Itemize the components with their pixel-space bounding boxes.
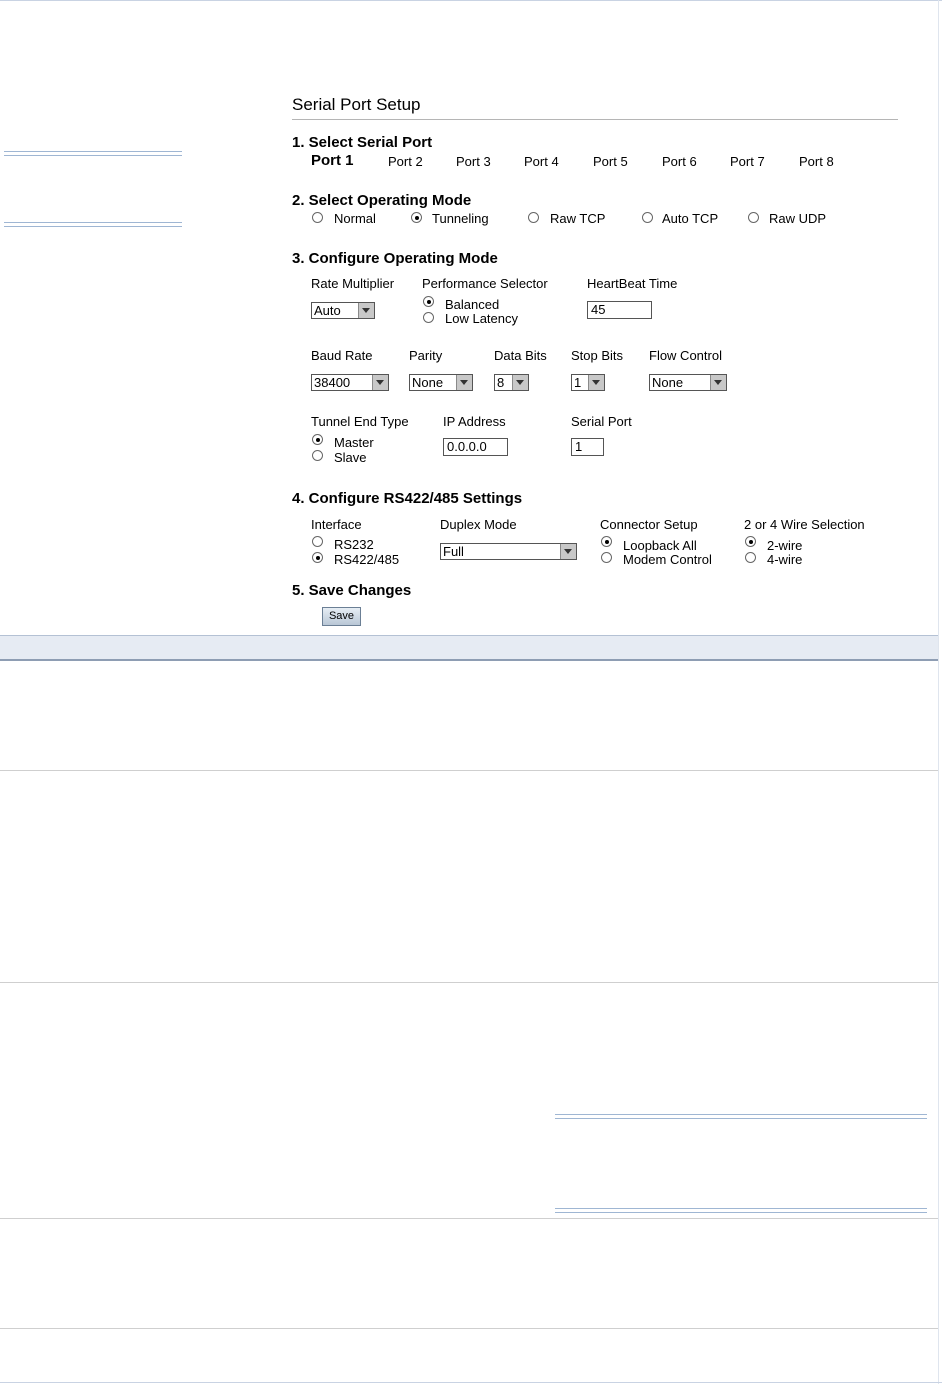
panel-title: Serial Port Setup — [292, 95, 421, 114]
mode-autotcp-label: Auto TCP — [662, 211, 719, 226]
chevron-down-icon — [512, 375, 528, 390]
left-divider — [4, 151, 182, 156]
mode-autotcp-radio[interactable] — [642, 212, 653, 223]
table-row-divider — [0, 1218, 938, 1219]
interface-rs422-radio[interactable] — [312, 552, 323, 563]
duplex-mode-label: Duplex Mode — [440, 517, 517, 532]
chevron-down-icon — [456, 375, 472, 390]
heartbeat-input[interactable]: 45 — [587, 301, 652, 319]
data-bits-label: Data Bits — [494, 348, 547, 363]
chevron-down-icon — [560, 544, 576, 559]
table-header-band — [0, 635, 938, 661]
interface-rs232-label: RS232 — [334, 537, 374, 552]
tunnel-slave-radio[interactable] — [312, 450, 323, 461]
chevron-down-icon — [710, 375, 726, 390]
mode-normal-radio[interactable] — [312, 212, 323, 223]
serial-port-label: Serial Port — [571, 414, 632, 429]
parity-label: Parity — [409, 348, 443, 363]
section-save-changes: 5. Save Changes — [292, 582, 412, 599]
port-tab-8[interactable]: Port 8 — [799, 154, 834, 169]
mode-tunneling-radio[interactable] — [411, 212, 422, 223]
interface-rs232-radio[interactable] — [312, 536, 323, 547]
duplex-mode-value: Full — [443, 544, 464, 559]
serial-port-input[interactable]: 1 — [571, 438, 604, 456]
table-row-divider — [0, 770, 938, 771]
rate-multiplier-label: Rate Multiplier — [311, 276, 395, 291]
mode-rawtcp-radio[interactable] — [528, 212, 539, 223]
performance-lowlatency-label: Low Latency — [445, 311, 518, 326]
chevron-down-icon — [358, 303, 374, 318]
top-border — [0, 0, 942, 1]
cell-divider — [555, 1114, 927, 1119]
section-operating-mode: 2. Select Operating Mode — [292, 192, 472, 209]
flow-control-select[interactable] — [649, 374, 727, 391]
right-border — [938, 0, 939, 1384]
data-bits-select[interactable] — [494, 374, 529, 391]
table-row-divider — [0, 982, 938, 983]
interface-label: Interface — [311, 517, 362, 532]
ip-address-label: IP Address — [443, 414, 506, 429]
bottom-border — [0, 1382, 942, 1383]
table-row-divider — [0, 1328, 938, 1329]
port-tab-2[interactable]: Port 2 — [388, 154, 423, 169]
port-tab-7[interactable]: Port 7 — [730, 154, 765, 169]
rate-multiplier-select[interactable] — [311, 302, 375, 319]
section-configure-mode: 3. Configure Operating Mode — [292, 250, 498, 267]
stop-bits-label: Stop Bits — [571, 348, 624, 363]
tunnel-slave-label: Slave — [334, 450, 367, 465]
port-tab-6[interactable]: Port 6 — [662, 154, 697, 169]
performance-lowlatency-radio[interactable] — [423, 312, 434, 323]
wire-2-radio[interactable] — [745, 536, 756, 547]
cell-divider — [555, 1208, 927, 1213]
ip-address-input[interactable]: 0.0.0.0 — [443, 438, 508, 456]
wire-2-label: 2-wire — [767, 538, 803, 553]
rate-multiplier-value: Auto — [314, 303, 341, 318]
title-underline — [292, 119, 898, 120]
flow-control-value: None — [652, 375, 684, 390]
performance-selector-label: Performance Selector — [422, 276, 548, 291]
port-tab-4[interactable]: Port 4 — [524, 154, 559, 169]
port-tab-3[interactable]: Port 3 — [456, 154, 491, 169]
parity-select[interactable] — [409, 374, 473, 391]
left-divider — [4, 222, 182, 227]
mode-rawtcp-label: Raw TCP — [550, 211, 606, 226]
stop-bits-select[interactable] — [571, 374, 605, 391]
section-rs485-settings: 4. Configure RS422/485 Settings — [292, 490, 523, 507]
connector-modem-radio[interactable] — [601, 552, 612, 563]
performance-balanced-label: Balanced — [445, 297, 500, 312]
tunnel-end-type-label: Tunnel End Type — [311, 414, 409, 429]
flow-control-label: Flow Control — [649, 348, 722, 363]
connector-loopback-radio[interactable] — [601, 536, 612, 547]
performance-balanced-radio[interactable] — [423, 296, 434, 307]
heartbeat-label: HeartBeat Time — [587, 276, 678, 291]
port-tab-1[interactable]: Port 1 — [311, 152, 354, 169]
baud-rate-select[interactable] — [311, 374, 389, 391]
data-bits-value: 8 — [497, 375, 505, 390]
chevron-down-icon — [588, 375, 604, 390]
mode-normal-label: Normal — [334, 211, 376, 226]
connector-setup-label: Connector Setup — [600, 517, 698, 532]
baud-rate-value: 38400 — [314, 375, 351, 390]
chevron-down-icon — [372, 375, 388, 390]
baud-rate-label: Baud Rate — [311, 348, 373, 363]
wire-selection-label: 2 or 4 Wire Selection — [744, 517, 865, 532]
stop-bits-value: 1 — [574, 375, 582, 390]
interface-rs422-label: RS422/485 — [334, 552, 400, 567]
wire-4-radio[interactable] — [745, 552, 756, 563]
connector-loopback-label: Loopback All — [623, 538, 697, 553]
wire-4-label: 4-wire — [767, 552, 803, 567]
save-button[interactable]: Save — [322, 607, 361, 626]
section-select-port: 1. Select Serial Port — [292, 134, 433, 151]
mode-rawudp-label: Raw UDP — [769, 211, 827, 226]
tunnel-master-radio[interactable] — [312, 434, 323, 445]
port-tab-5[interactable]: Port 5 — [593, 154, 628, 169]
mode-tunneling-label: Tunneling — [432, 211, 489, 226]
parity-value: None — [412, 375, 444, 390]
connector-modem-label: Modem Control — [623, 552, 712, 567]
duplex-mode-select[interactable] — [440, 543, 577, 560]
mode-rawudp-radio[interactable] — [748, 212, 759, 223]
tunnel-master-label: Master — [334, 435, 374, 450]
